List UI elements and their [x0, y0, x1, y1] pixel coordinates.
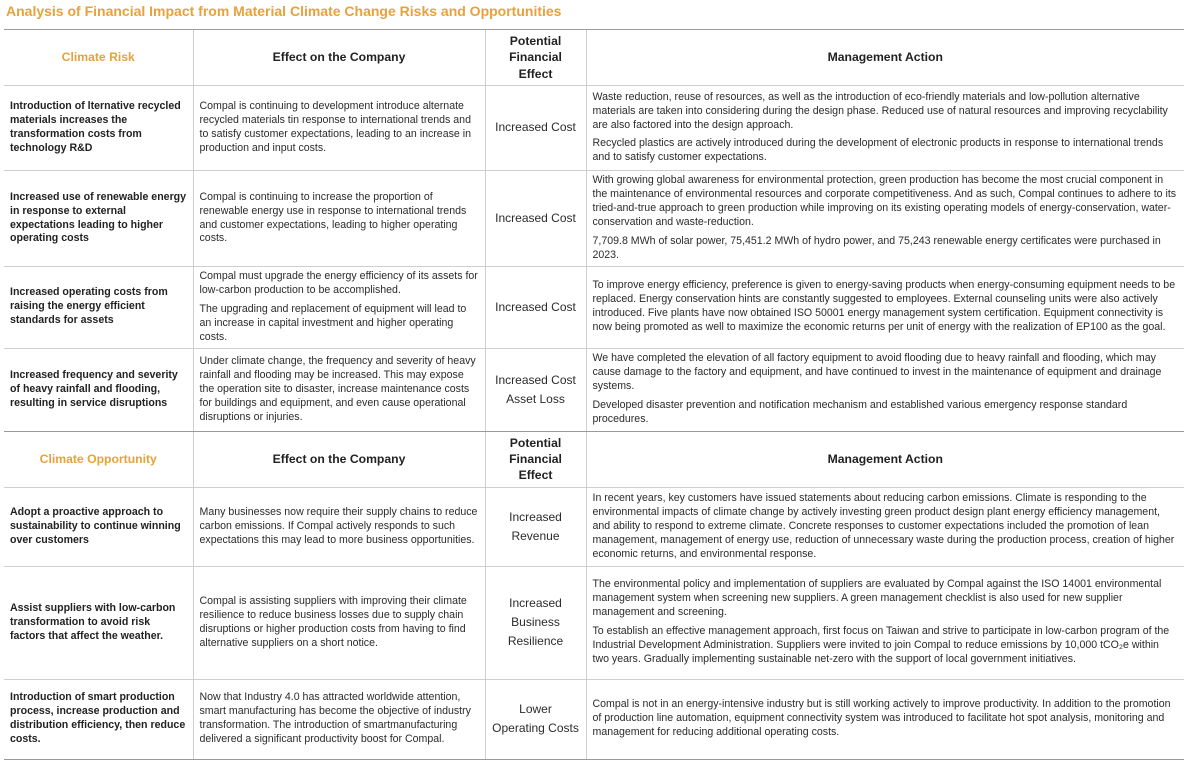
opportunity-item: Adopt a proactive approach to sustainability to continue winning over customers: [4, 487, 193, 566]
effect-text: The upgrading and replacement of equipment will lead to an increase in capital investment and higher operating costs.: [199, 302, 467, 343]
risk-effect: [193, 86, 485, 171]
action-text: We have completed the elevation of all factory equipment to avoid flooding due to heavy rainfall and flooding, which may cause damage to the factory and equipment, and have continued to invest in the maintenance of equipment and drainage systems.: [592, 352, 1162, 393]
opportunity-header-col4: Management Action: [586, 431, 1184, 487]
risk-effect: [193, 348, 485, 431]
opportunity-item: Assist suppliers with low-carbon transformation to avoid risk factors that affect the weather.: [4, 566, 193, 679]
climate-impact-table: [4, 29, 1184, 760]
effect-text: Under climate change, the frequency and severity of heavy rainfall and flooding may be increased. This may expose the operation site to disaster, increase maintenance costs for buildings and equipment, and even cause operational disruptions or injuries.: [199, 354, 476, 423]
opportunity-header-row: [4, 431, 1184, 487]
effect-text: Compal is assisting suppliers with improving their climate resilience to reduce business losses due to supply chain disruptions or higher production costs from having to find alternative suppliers on a short notice.: [199, 594, 467, 649]
risk-management-action: [586, 267, 1184, 349]
risk-financial-effect: Increased Cost Asset Loss: [485, 348, 586, 431]
risk-financial-effect: Increased Cost: [485, 267, 586, 349]
action-text: To establish an effective management approach, first focus on Taiwan and strive to participate in low-carbon program of the Industrial Development Administration. Suppliers were invited to join Compal to reduce emissions by 10,000 tCO₂e within two years. Gradually implementing sustainable net-zero with the support of local government initiatives.: [592, 625, 1170, 666]
risk-header-row: [4, 30, 1184, 86]
action-text: With growing global awareness for environmental protection, green production has become the most crucial component in the maintenance of environmental resources and corporate competitiveness. And as such, Compal continues to adhere to its tried-and-true approach to green production while improving on its existing operating models of energy-conservation, water-conservation and waste-reduction.: [592, 174, 1177, 228]
opportunity-financial-effect: Lower Operating Costs: [485, 679, 586, 759]
opportunity-financial-effect: Increased Business Resilience: [485, 566, 586, 679]
opportunity-header-col3: Potential Financial Effect: [485, 431, 586, 487]
risk-row: [4, 267, 1184, 349]
effect-text: Now that Industry 4.0 has attracted worldwide attention, smart manufacturing has become the objective of industry transformation. The introduction of smartmanufacturing delivered a significant productivity boost for Compal.: [199, 691, 471, 746]
action-text: Developed disaster prevention and notification mechanism and established various emergency response standard procedures.: [592, 399, 1128, 426]
risk-header-col1: Climate Risk: [4, 30, 193, 86]
risk-management-action: [586, 86, 1184, 171]
opportunity-item: Introduction of smart production process, increase production and distribution efficiency, then reduce costs.: [4, 679, 193, 759]
risk-header-col3: Potential Financial Effect: [485, 30, 586, 86]
effect-text: Compal is continuing to development introduce alternate recycled materials tin response to international trends and to satisfy customer expectations, leading to an increase in production and input costs.: [199, 100, 471, 154]
opportunity-row: [4, 679, 1184, 759]
risk-row: [4, 348, 1184, 431]
risk-item: Increased operating costs from raising the energy efficient standards for assets: [4, 267, 193, 349]
opportunity-header-col2: Effect on the Company: [193, 431, 485, 487]
opportunity-row: [4, 487, 1184, 566]
opportunity-effect: [193, 679, 485, 759]
effect-text: Compal must upgrade the energy efficiency of its assets for low-carbon production to be accomplished.: [199, 270, 478, 296]
opportunity-effect: [193, 487, 485, 566]
risk-financial-effect: Increased Cost: [485, 86, 586, 171]
page-title: Analysis of Financial Impact from Material Climate Change Risks and Opportunities: [6, 3, 562, 19]
risk-item: Increased frequency and severity of heavy rainfall and flooding, resulting in service disruptions: [4, 348, 193, 431]
risk-effect: [193, 267, 485, 349]
action-text: Recycled plastics are actively introduced during the development of electronic products in response to international trends and to satisfy customer expectations.: [592, 137, 1164, 164]
effect-text: Many businesses now require their supply chains to reduce carbon emissions. If Compal actively responds to such expectations this may lead to more business opportunities.: [199, 505, 478, 546]
risk-row: [4, 171, 1184, 267]
risk-effect: [193, 171, 485, 267]
risk-management-action: [586, 171, 1184, 267]
risk-header-col2: Effect on the Company: [193, 30, 485, 86]
action-text: To improve energy efficiency, preference is given to energy-saving products when energy-consuming equipment needs to be replaced. Energy conservation hints are constantly suggested to employees. External counseling units were also actively introduced. Five plants have now obtained ISO 50001 energy management system certification. Equipment connectivity is now being promoted as well to maximize the economic returns per unit of energy with the realization of EP100 as the goal.: [592, 279, 1176, 334]
action-text: The environmental policy and implementation of suppliers are evaluated by Compal against the ISO 14001 environmental management system when screening new suppliers. A green management checklist is also used for new supplier management and screening.: [592, 578, 1162, 619]
effect-text: Compal is continuing to increase the proportion of renewable energy use in response to international trends and customer expectations, leading to higher operating costs.: [199, 190, 467, 245]
risk-item: Introduction of lternative recycled materials increases the transformation costs from technology R&D: [4, 86, 193, 171]
action-text: 7,709.8 MWh of solar power, 75,451.2 MWh of hydro power, and 75,243 renewable energy certificates were purchased in 2023.: [592, 234, 1161, 261]
action-text: Waste reduction, reuse of resources, as well as the introduction of eco-friendly materials and low-pollution alternative materials are taken into considering during the design phase. Reduced use of natural resources and improving recyclability are also factored into the design approach.: [592, 90, 1168, 131]
risk-row: [4, 86, 1184, 171]
opportunity-financial-effect: Increased Revenue: [485, 487, 586, 566]
risk-management-action: [586, 348, 1184, 431]
opportunity-effect: [193, 566, 485, 679]
risk-financial-effect: Increased Cost: [485, 171, 586, 267]
action-text: Compal is not in an energy-intensive industry but is still working actively to improve productivity. In addition to the promotion of production line automation, equipment connectivity system was introduced to facilitate hot spot analysis, monitoring and management for reducing additional operating costs.: [592, 698, 1171, 739]
opportunity-header-col1: Climate Opportunity: [4, 431, 193, 487]
risk-item: Increased use of renewable energy in response to external expectations leading to higher operating costs: [4, 171, 193, 267]
action-text: In recent years, key customers have issued statements about reducing carbon emissions. Climate is responding to the environmental impacts of climate change by actively investing green product design plant energy efficiency management, and ability to respond to extreme climate. Concrete responses to customer expectations included the promotion of lean management, management of energy use, reduction of unnecessary waste during the production process, creation of higher economic returns, and environmental response.: [592, 491, 1175, 560]
risk-header-col4: Management Action: [586, 30, 1184, 86]
opportunity-row: [4, 566, 1184, 679]
opportunity-management-action: [586, 679, 1184, 759]
opportunity-management-action: [586, 566, 1184, 679]
opportunity-management-action: [586, 487, 1184, 566]
